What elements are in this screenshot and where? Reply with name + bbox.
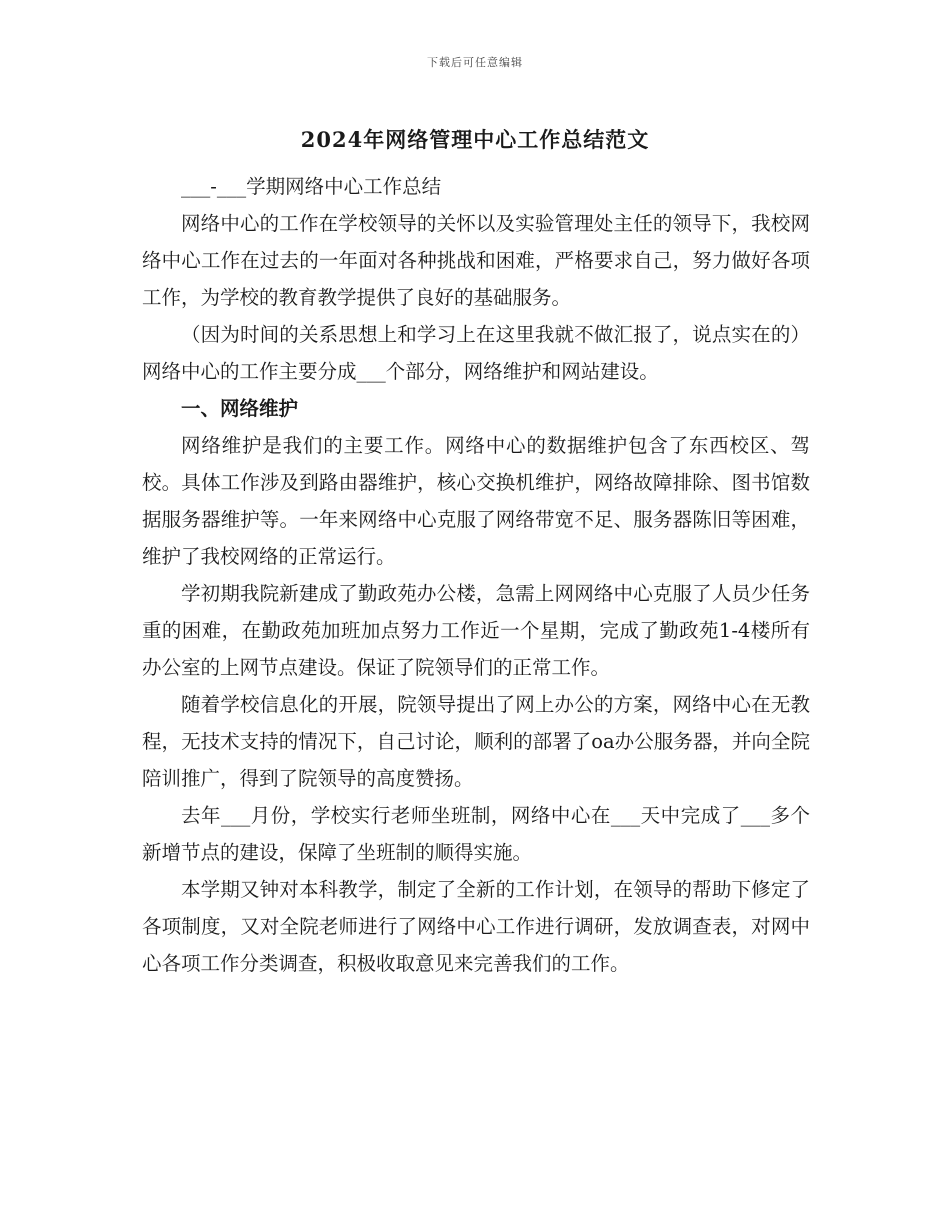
- paragraph: 学初期我院新建成了勤政苑办公楼，急需上网网络中心克服了人员少任务重的困难，在勤政苑加班加点努力工作近一个星期，完成了勤政苑1-4楼所有办公室的上网节点建设。保证了院领导们的正常工作。: [142, 582, 810, 679]
- section-heading: 一、网络维护: [181, 397, 299, 420]
- paragraph-subtitle: ___-___学期网络中心工作总结: [181, 175, 442, 198]
- document-title: 2024年网络管理中心工作总结范文: [300, 127, 650, 152]
- paragraph: 网络中心的工作在学校领导的关怀以及实验管理处主任的领导下，我校网络中心工作在过去的一年面对各种挑战和困难，严格要求自己，努力做好各项工作，为学校的教育教学提供了良好的基础服务。: [142, 212, 810, 309]
- document-body: [142, 168, 810, 982]
- paragraph: 去年___月份，学校实行老师坐班制，网络中心在___天中完成了___多个新增节点的建设，保障了坐班制的顺得实施。: [142, 804, 810, 864]
- paragraph: 随着学校信息化的开展，院领导提出了网上办公的方案，网络中心在无教程，无技术支持的情况下，自己讨论，顺利的部署了oa办公服务器，并向全院陪训推广，得到了院领导的高度赞扬。: [142, 693, 810, 790]
- paragraph: （因为时间的关系思想上和学习上在这里我就不做汇报了，说点实在的）网络中心的工作主要分成___个部分，网络维护和网站建设。: [142, 323, 810, 383]
- paragraph: 本学期又钟对本科教学，制定了全新的工作计划，在领导的帮助下修定了各项制度，又对全院老师进行了网络中心工作进行调研，发放调查表，对网中心各项工作分类调查，积极收取意见来完善我们的工作。: [142, 878, 810, 975]
- paragraph: 网络维护是我们的主要工作。网络中心的数据维护包含了东西校区、驾校。具体工作涉及到路由器维护，核心交换机维护，网络故障排除、图书馆数据服务器维护等。一年来网络中心克服了网络带宽不足、服务器陈旧等困难，维护了我校网络的正常运行。: [142, 434, 810, 568]
- header-note: 下载后可任意编辑: [427, 56, 523, 69]
